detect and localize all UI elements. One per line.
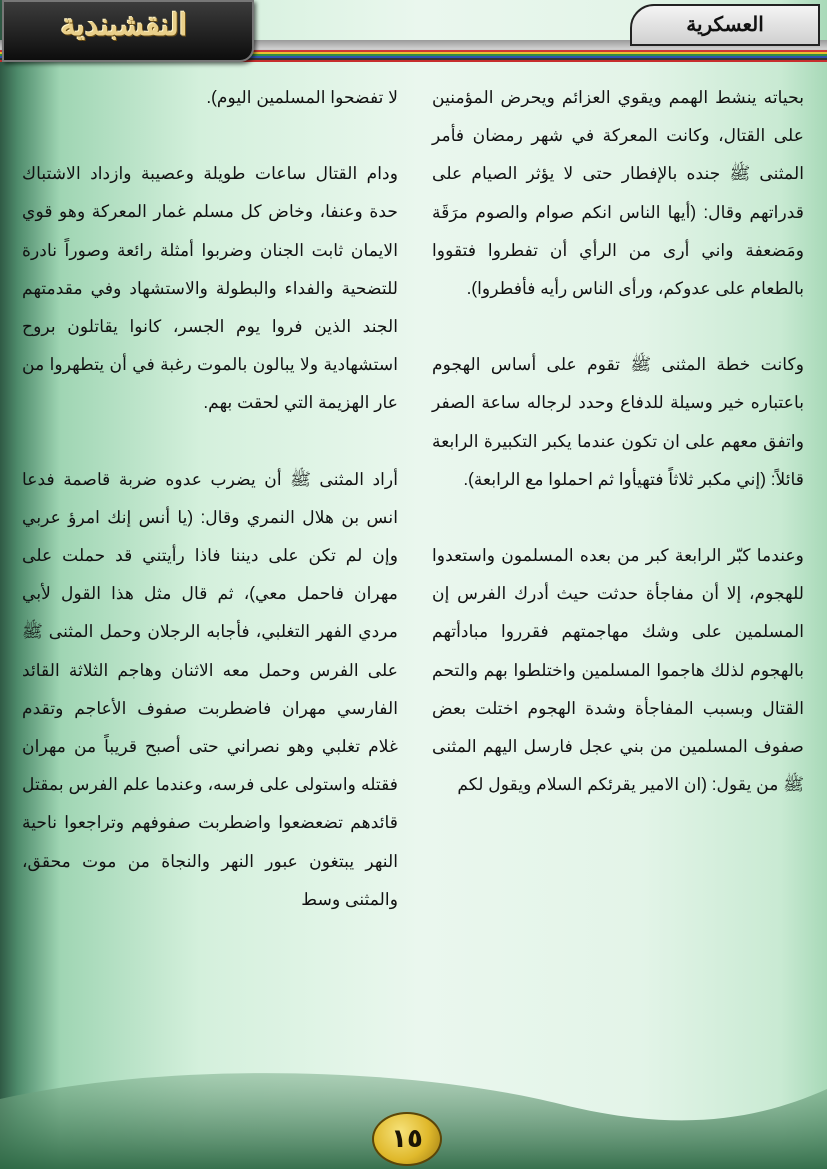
page-number-badge: ١٥: [372, 1112, 442, 1166]
magazine-logo-tab: [2, 0, 254, 62]
section-tab: [630, 4, 820, 46]
paragraph: وعندما كبّر الرابعة كبر من بعده المسلمون واستعدوا للهجوم، إلا أن مفاجأة حدثت حيث أدرك الفرس إن المسلمين على وشك مهاجمتهم فقرروا مبادأتهم بالهجوم لذلك هاجموا المسلمين واختلطوا بهم والتحم القتال وبسبب المفاجأة وشدة الهجوم اختلت بعض صفوف المسلمين من بني عجل فارسل اليهم المثنى ﷺ من يقول: (ان الامير يقرئكم السلام ويقول لكم: [432, 545, 804, 795]
magazine-name: النقشبندية: [60, 8, 188, 43]
paragraph: وكانت خطة المثنى ﷺ تقوم على أساس الهجوم باعتباره خير وسيلة للدفاع وحدد لرجاله ساعة الصفر واتفق معهم على ان تكون عندما يكبر التكبيرة الرابعة قائلاً: (إني مكبر ثلاثاً فتهيأوا ثم احملوا مع الرابعة).: [432, 354, 804, 489]
section-title: العسكرية: [686, 12, 764, 36]
right-text-column: [432, 78, 804, 803]
paragraph: ودام القتال ساعات طويلة وعصيبة وازداد الاشتباك حدة وعنفا، وخاض كل مسلم غمار المعركة وهو قوي الايمان ثابت الجنان وضربوا أمثلة رائعة وصوراً نادرة للتضحية والفداء والبطولة والاستشهاد وفي مقدمتهم الجند الذين فروا يوم الجسر، كانوا يقاتلون بروح استشهادية ولا يبالون بالموت رغبة في أن يتطهروا من عار الهزيمة التي لحقت بهم.: [22, 163, 398, 413]
left-text-column: [22, 78, 398, 918]
paragraph: أراد المثنى ﷺ أن يضرب عدوه ضربة قاصمة فدعا انس بن هلال النمري وقال: (يا أنس إنك امرؤ عربي وإن لم تكن على ديننا فاذا رأيتني قد حملت على مهران فاحمل معي)، ثم قال مثل هذا القول لأبي مردي الفهر التغلبي، فأجابه الرجلان وحمل المثنى ﷺ على الفرس وحمل معه الاثنان وهاجم الثلاثة القائد الفارسي مهران فاضطربت صفوف الأعاجم وتقدم غلام تغلبي وهو نصراني حتى أصبح قريباً من مهران فقتله واستولى على فرسه، وعندما علم الفرس بمقتل قائدهم تضعضعوا واضطربت صفوفهم وتراجعوا ناحية النهر يبتغون عبور النهر والنجاة من موت محقق، والمثنى وسط: [22, 468, 398, 909]
paragraph: بحياته ينشط الهمم ويقوي العزائم ويحرض المؤمنين على القتال، وكانت المعركة في شهر رمضان فأمر المثنى ﷺ جنده بالإفطار حتى لا يؤثر الصيام على قدراتهم وقال: (أيها الناس انكم صوام والصوم مرَقَة ومَضعفة واني أرى من الرأي أن تفطروا فتقووا بالطعام على عدوكم، ورأى الناس رأيه فأفطروا).: [432, 87, 804, 299]
paragraph: لا تفضحوا المسلمين اليوم).: [206, 87, 398, 107]
